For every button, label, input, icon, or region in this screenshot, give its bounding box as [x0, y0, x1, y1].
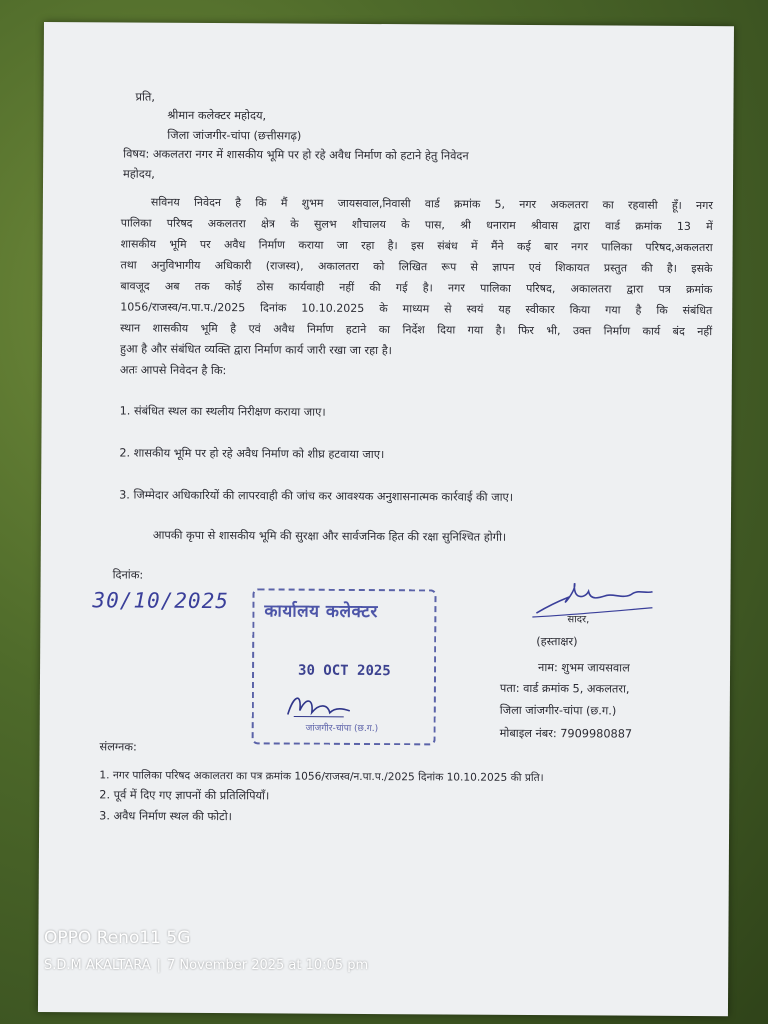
body-line: सविनय निवेदन है कि मैं शुभम जायसवाल,निवासी वार्ड क्रमांक 5, नगर अकलतरा का रहवासी हूँ। नगर [150, 195, 713, 213]
body-line: स्थान शासकीय भूमि है एवं अवैध निर्माण हटाने का निर्देश दिया गया है। फिर भी, उक्त निर्माण कार्य बंद नहीं [120, 321, 713, 339]
watermark-location: S.D.M AKALTARA [44, 958, 151, 973]
body-line: शासकीय भूमि पर अवैध निर्माण कराया जा रहा है। इस संबंध में मैंने कई बार नगर पालिका परिषद,अकलतरा [120, 237, 713, 255]
stamp-title: कार्यालय कलेक्टर [264, 601, 378, 623]
closing-text: आपकी कृपा से शासकीय भूमि की सुरक्षा और सार्वजनिक हित की रक्षा सुनिश्चित होगी। [152, 528, 507, 544]
request-item: 2. शासकीय भूमि पर हो रहे अवैध निर्माण को शीघ्र हटवाया जाए। [119, 446, 385, 462]
stamp-signature-icon [284, 688, 354, 722]
letter-paper [38, 22, 734, 1016]
enclosure-item: 1. नगर पालिका परिषद अकालतरा का पत्र क्रमांक 1056/राजस्व/न.पा.प./2025 दिनांक 10.10.2025 की प्रति। [99, 769, 544, 785]
handwritten-date: 30/10/2025 [92, 588, 229, 614]
letter-addressee: श्रीमान कलेक्टर महोदय, [167, 108, 267, 123]
sender-name: नाम: शुभम जायसवाल [538, 661, 630, 675]
body-line: 1056/राजस्व/न.पा.प./2025 दिनांक 10.10.2025 के माध्यम से स्वयं यह स्वीकार किया गया है कि संबंधित [120, 300, 713, 318]
body-line: तथा अनुविभागीय अधिकारी (राजस्व), अकालतरा को लिखित रूप से ज्ञापन एवं शिकायत प्रस्तुत की है। इसके [120, 258, 713, 276]
date-label: दिनांक: [112, 568, 144, 582]
camera-watermark-info [44, 958, 368, 973]
request-intro: अतः आपसे निवेदन है कि: [119, 363, 227, 378]
body-line: पालिका परिषद अकलतरा क्षेत्र के सुलभ शौचालय के पास, श्री धनाराम श्रीवास द्वारा वार्ड क्रमांक 13 में [120, 216, 713, 234]
collector-office-stamp [252, 588, 437, 745]
sender-address-line1: पता: वार्ड क्रमांक 5, अकलतरा, [499, 681, 630, 696]
watermark-separator: | [156, 958, 162, 973]
enclosure-item: 3. अवैध निर्माण स्थल की फोटो। [99, 809, 233, 824]
letter-district: जिला जांजगीर-चांपा (छत्तीसगढ़) [167, 128, 302, 143]
signature-label: (हस्ताक्षर) [536, 635, 578, 649]
sender-mobile: मोबाइल नंबर: 7909980887 [499, 726, 633, 741]
signature-caption: सादर, [567, 614, 590, 626]
letter-to: प्रति, [135, 90, 155, 104]
body-line: बावजूद अब तक कोई ठोस कार्यवाही नहीं की गई है। नगर पालिका परिषद, अकालतरा द्वारा पत्र क्रमांक [120, 279, 713, 297]
camera-watermark-device: OPPO Reno11 5G [44, 928, 191, 948]
letter-subject: विषय: अकलतरा नगर में शासकीय भूमि पर हो रहे अवैध निर्माण को हटाने हेतु निवेदन [123, 147, 469, 163]
watermark-timestamp: 7 November 2025 at 10:05 pm [167, 958, 369, 973]
letter-salutation: महोदय, [123, 167, 155, 181]
signature-icon [528, 577, 658, 624]
enclosure-item: 2. पूर्व में दिए गए ज्ञापनों की प्रतिलिपियाँ। [99, 788, 270, 803]
body-line: हुआ है और संबंधित व्यक्ति द्वारा निर्माण कार्य जारी रखा जा रहा है। [119, 342, 393, 358]
request-item: 1. संबंधित स्थल का स्थलीय निरीक्षण कराया जाए। [119, 404, 326, 419]
stamp-subtitle: जांजगीर-चांपा (छ.ग.) [305, 723, 379, 735]
sender-address-line2: जिला जांजगीर-चांपा (छ.ग.) [499, 703, 617, 718]
enclosure-label: संलग्नक: [99, 740, 137, 754]
request-item: 3. जिम्मेदार अधिकारियों की लापरवाही की जांच कर आवश्यक अनुशासनात्मक कार्रवाई की जाए। [119, 488, 514, 504]
stamp-date: 30 OCT 2025 [297, 662, 391, 680]
